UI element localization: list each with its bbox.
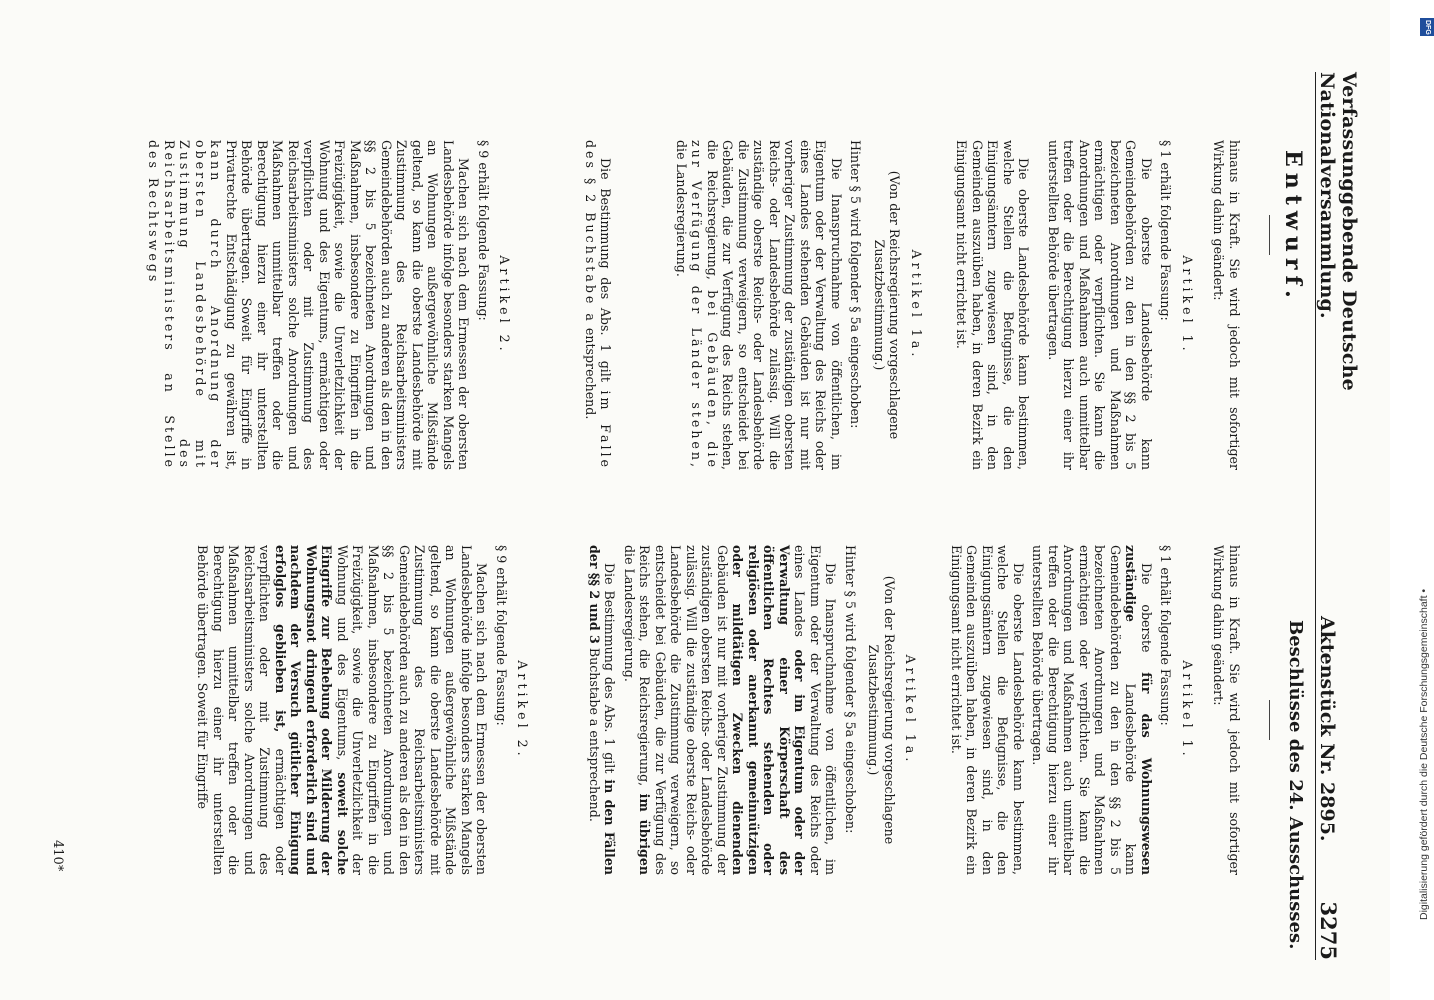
right-column-title: Beschlüsse des 24. Ausschusses. [1285,620,1306,950]
right-article-1-subtitle: § 1 erhält folgende Fassung: [1158,545,1174,726]
left-article-1-paragraph-2: Die oberste Landesbehörde kann bestimmen, welche Stellen die Befugnisse, die den Einigungsämtern zugewiesen sind, in den Gemeinden auszuüben haben, in deren Bezirk ein Einigungsamt nicht errichtet ist. [954,140,1032,470]
right-1-bold-text: für das Wohnungswesen zuständige [1123,545,1154,875]
right-1a-p2-end: Buchstabe a entsprechend. [587,647,602,822]
right-1a-p2-text: Die Bestimmung des Abs. 1 gilt [602,563,618,774]
header-document-number: Aktenstück Nr. 2895. [1316,615,1338,842]
right-article-2-subtitle: § 9 erhält folgende Fassung: [494,545,509,726]
left-1a-spaced-text: bei Gebäuden, die zur Verfügung der Länder stehen, [689,140,720,470]
left-article-2-title: Artikel 2. [497,255,513,355]
right-1a-text: Die Inanspruchnahme von öffentlichen, im Eigentum oder der Verwaltung des Reichs oder eines Landes [792,545,839,875]
right-article-2-paragraph-1 [195,545,490,875]
left-intro: hinaus in Kraft. Sie wird jedoch mit sofortiger Wirkung dahin geändert: [1211,140,1242,470]
page-number: 3275 [1316,901,1341,960]
right-article-1a-paragraph-1 [622,545,839,875]
left-2-spaced-text: kann durch Anordnung der obersten Landesbehörde mit Zustimmung des Reichsarbeitsministers an Stelle des Rechtswegs [146,140,224,470]
right-1-text: Die oberste [1139,563,1154,653]
right-2-bold-text: soweit solche Eingriffe zur Behebung oder Milderung der Wohnungsnot dringend erforderlich sind und nachdem der Versuch gütlicher Einigung erfolglos geblieben ist, [273,545,350,875]
left-1a-text-end: die Landesregierung. [674,140,689,277]
dfg-logo-icon: DFG [1420,18,1434,36]
left-article-1a-note: (Von der Reichsregierung vorgeschlagene Zusatzbestimmung.) [872,170,903,440]
right-article-1-title: Artikel 1. [1180,660,1195,760]
left-article-2-subtitle: § 9 erhält folgende Fassung: [476,140,491,321]
right-1-text-end: Landesbehörde kann Gemeindebehörden zu den in den §§ 2 bis 5 bezeichneten Anordnungen und Maßnahmen ermächtigen oder verpflichten. Sie kann die Anordnungen und Maßnahmen auch unmittelbar treffen oder die Berechtigung hierzu einer ihr unterstellten Behörde übertragen. [1030,545,1139,875]
right-article-2-title: Artikel 2. [515,660,531,760]
right-column [191,545,1242,875]
left-1a-text: Die Inanspruchnahme von öffentlichen, im Eigentum oder der Verwaltung des Reichs oder eines Landes stehenden Gebäuden ist nur mit vorheriger Zustimmung der zuständigen obersten Reichs- oder Landesbehörde zulässig. Will die zuständige oberste Reichs- oder Landesbehörde die Zustimmung verweigern, so entscheidet bei Gebäuden, die zur Verfügung des Reichs stehen, die Reichsregierung, [705,140,844,470]
left-2-text: Machen sich nach dem Ermessen der obersten Landesbehörde infolge besonders starken Mangels an Wohnungen außergewöhnliche Mißstände geltend, so kann die oberste Landesbehörde mit Zustimmung des Reichsarbeitsministers Gemeindebehörden auch zu anderen als den in den §§ 2 bis 5 bezeichneten Anordnungen und Maßnahmen, insbesondere zu Eingriffen in die Freizügigkeit, sowie die Unverletzlichkeit der Wohnung und des Eigentums, ermächtigen oder verpflichten oder mit Zustimmung des Reichsarbeitsministers solche Anordnungen und Maßnahmen unmittelbar treffen oder die Berechtigung hierzu einer ihr unterstellten Behörde übertragen. Soweit für Eingriffe in Privatrechte Entschädigung zu gewähren ist, [224,140,472,470]
credit-text: Digitalisierung gefördert durch die Deutsche Forschungsgemeinschaft • [1418,588,1430,920]
right-1a-p2-bold: in den Fällen der §§ 2 und 3 [587,545,618,875]
left-1a-p2-text: Die Bestimmung des Abs. 1 gilt [598,158,614,382]
right-1a-bold-text-2: im übrigen [637,793,653,875]
right-article-1a-paragraph-2 [587,545,618,875]
sheet-number: 410* [50,840,65,872]
right-title-rule [1269,700,1270,740]
left-article-1-subtitle: § 1 erhält folgende Fassung: [1158,140,1174,321]
left-article-1a-paragraph-1 [674,140,845,470]
left-column [142,140,1242,470]
left-1a-p2-spaced: im Falle des § 2 Buchstabe a [583,140,614,471]
page-header [1315,72,1360,960]
digitization-credit [1418,10,1434,990]
left-column-title: Entwurf. [1280,150,1306,304]
left-1a-p2-end: entsprechend. [583,327,598,420]
right-1a-bold-text: oder im Eigentum oder der Verwaltung einer Körperschaft des öffentlichen Rechtes stehenden oder religiösen oder anerkannt gemeinnützigen oder mildtätigen Zwecken dienenden [730,545,808,875]
right-1a-text-end: die Landesregierung. [622,545,637,682]
right-article-1a-title: Artikel 1a. [903,654,919,766]
left-title-rule [1269,215,1270,255]
left-article-1-title: Artikel 1. [1180,255,1195,355]
left-article-1a-subtitle: Hinter § 5 wird folgender § 5a eingeschoben: [848,140,864,429]
right-2-text-end: ermächtigen oder verpflichten oder mit Zustimmung des Reichsarbeitsministers solche Anordnungen und Maßnahmen unmittelbar treffen oder die Berechtigung hierzu einer ihr unterstellten Behörde übertragen. Soweit für Eingriffe [195,545,288,876]
right-article-1-paragraph-1 [1030,545,1154,875]
header-title: Verfassunggebende Deutsche Nationalversammlung. [1316,72,1360,391]
left-article-2-paragraph-1 [146,140,472,470]
right-article-1a-note: (Von der Reichsregierung vorgeschlagene Zusatzbestimmung.) [866,575,897,845]
right-article-1a-subtitle: Hinter § 5 wird folgender § 5a eingeschoben: [843,545,858,834]
right-2-text: Machen sich nach dem Ermessen der obersten Landesbehörde infolge besonders starken Mangels an Wohnungen außergewöhnliche Mißstände geltend, so kann die oberste Landesbehörde mit Zustimmung des Reichsarbeitsministers Gemeindebehörden auch zu anderen als den in den §§ 2 bis 5 bezeichneten Anordnungen und Maßnahmen, insbesondere zu Eingriffen in die Freizügigkeit, sowie die Unverletzlichkeit der Wohnung und des Eigentums, [335,545,490,875]
right-article-1-paragraph-2: Die oberste Landesbehörde kann bestimmen, welche Stellen die Befugnisse, die den Einigungsämtern zugewiesen sind, in den Gemeinden auszuüben haben, in deren Bezirk ein Einigungsamt nicht errichtet ist. [949,545,1026,875]
left-article-1a-paragraph-2 [583,140,614,470]
right-intro: hinaus in Kraft. Sie wird jedoch mit sofortiger Wirkung dahin geändert: [1211,545,1242,875]
left-article-1-paragraph-1: Die oberste Landesbehörde kann Gemeindebehörden zu den in den §§ 2 bis 5 bezeichneten Anordnungen und Maßnahmen ermächtigen oder verpflichten. Sie kann die Anordnungen und Maßnahmen auch unmittelbar treffen oder die Berechtigung hierzu einer ihr unterstellten Behörde übertragen. [1046,140,1154,470]
right-1a-text-mid: Gebäuden ist nur mit vorheriger Zustimmung der zuständigen obersten Reichs- oder Landesbehörde zulässig. Will die zuständige oberste Reichs- oder Landesbehörde die Zustimmung verweigern, so entscheidet bei Gebäuden, die zur Verfügung des Reichs stehen, die Reichsregierung, [637,545,730,875]
left-article-1a-title: Artikel 1a. [909,249,924,361]
